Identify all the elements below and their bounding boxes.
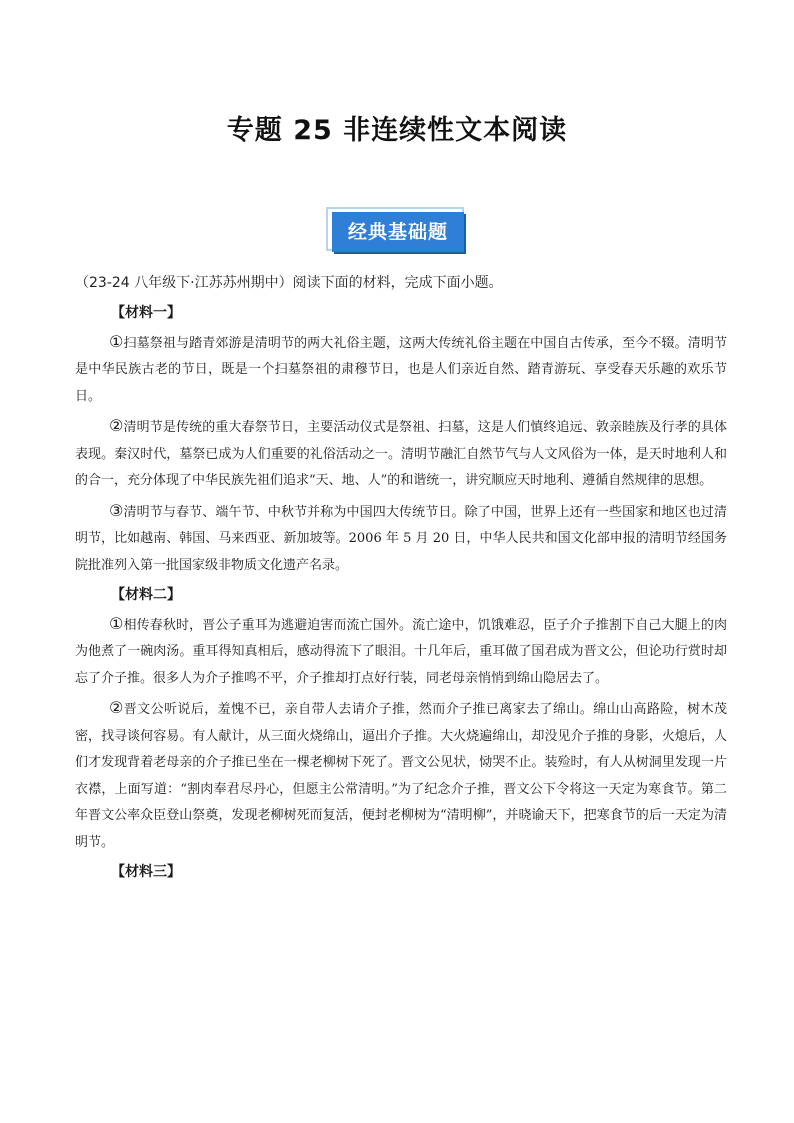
paragraph-number: ②	[109, 416, 124, 435]
paragraph-text: 清明节与春节、端午节、中秋节并称为中国四大传统节日。除了中国，世界上还有一些国家和地区也过清明节，比如越南、韩国、马来西亚、新加坡等。2006 年 5 月 20 日，中华人民共和国文化部申报的清明节经国务院批准列入第一批国家级非物质文化遗产名录。	[75, 504, 727, 573]
paragraph	[75, 498, 727, 580]
paragraph	[75, 329, 727, 411]
question-intro: （23-24 八年级下·江苏苏州期中）阅读下面的材料，完成下面小题。	[75, 275, 503, 291]
section-badge	[326, 207, 468, 255]
material-heading: 【材料二】	[111, 587, 181, 603]
paragraph-number: ①	[109, 613, 124, 633]
paragraph	[75, 695, 727, 856]
paragraph	[75, 611, 727, 693]
paragraph-number: ③	[109, 500, 124, 520]
paragraph	[75, 413, 727, 495]
page-title: 专题 25 非连续性文本阅读	[226, 115, 568, 146]
paragraph-number: ①	[109, 331, 124, 351]
badge-label: 经典基础题	[332, 212, 464, 252]
paragraph-text: 晋文公听说后，羞愧不已，亲自带人去请介子推，然而介子推已离家去了绵山。绵山山高路险，树木茂密，找寻谈何容易。有人献计，从三面火烧绵山，逼出介子推。大火烧遍绵山，却没见介子推的身影，火熄后，人们才发现背着老母亲的介子推已坐在一棵老柳树下死了。晋文公见状，恸哭不止。装殓时，有人从树洞里发现一片衣襟，上面写道：“割肉奉君尽丹心，但愿主公常清明。”为了纪念介子推，晋文公下令将这一天定为寒食节。第二年晋文公率众臣登山祭奠，发现老柳树死而复活，便封老柳树为“清明柳”，并晓谕天下，把寒食节的后一天定为清明节。	[75, 702, 727, 850]
paragraph-text: 扫墓祭祖与踏青郊游是清明节的两大礼俗主题，这两大传统礼俗主题在中国自古传承，至今不辍。清明节是中华民族古老的节日，既是一个扫墓祭祖的肃穆节日，也是人们亲近自然、踏青游玩、享受春天乐趣的欢乐节日。	[75, 335, 727, 404]
paragraph-number: ②	[109, 698, 124, 717]
paragraph-text: 相传春秋时，晋公子重耳为逃避迫害而流亡国外。流亡途中，饥饿难忍，臣子介子推割下自己大腿上的肉为他煮了一碗肉汤。重耳得知真相后，感动得流下了眼泪。十几年后，重耳做了国君成为晋文公，但论功行赏时却忘了介子推。很多人为介子推鸣不平，介子推却打点好行装，同老母亲悄悄到绵山隐居去了。	[75, 617, 727, 686]
materials-body	[75, 298, 727, 888]
material-heading: 【材料一】	[111, 305, 181, 321]
material-heading: 【材料三】	[111, 864, 181, 880]
paragraph-text: 清明节是传统的重大春祭节日，主要活动仪式是祭祖、扫墓，这是人们慎终追远、敦亲睦族及行孝的具体表现。秦汉时代，墓祭已成为人们重要的礼俗活动之一。清明节融汇自然节气与人文风俗为一体，是天时地利人和的合一，充分体现了中华民族先祖们追求“天、地、人”的和谐统一，讲究顺应天时地利、遵循自然规律的思想。	[75, 420, 727, 488]
